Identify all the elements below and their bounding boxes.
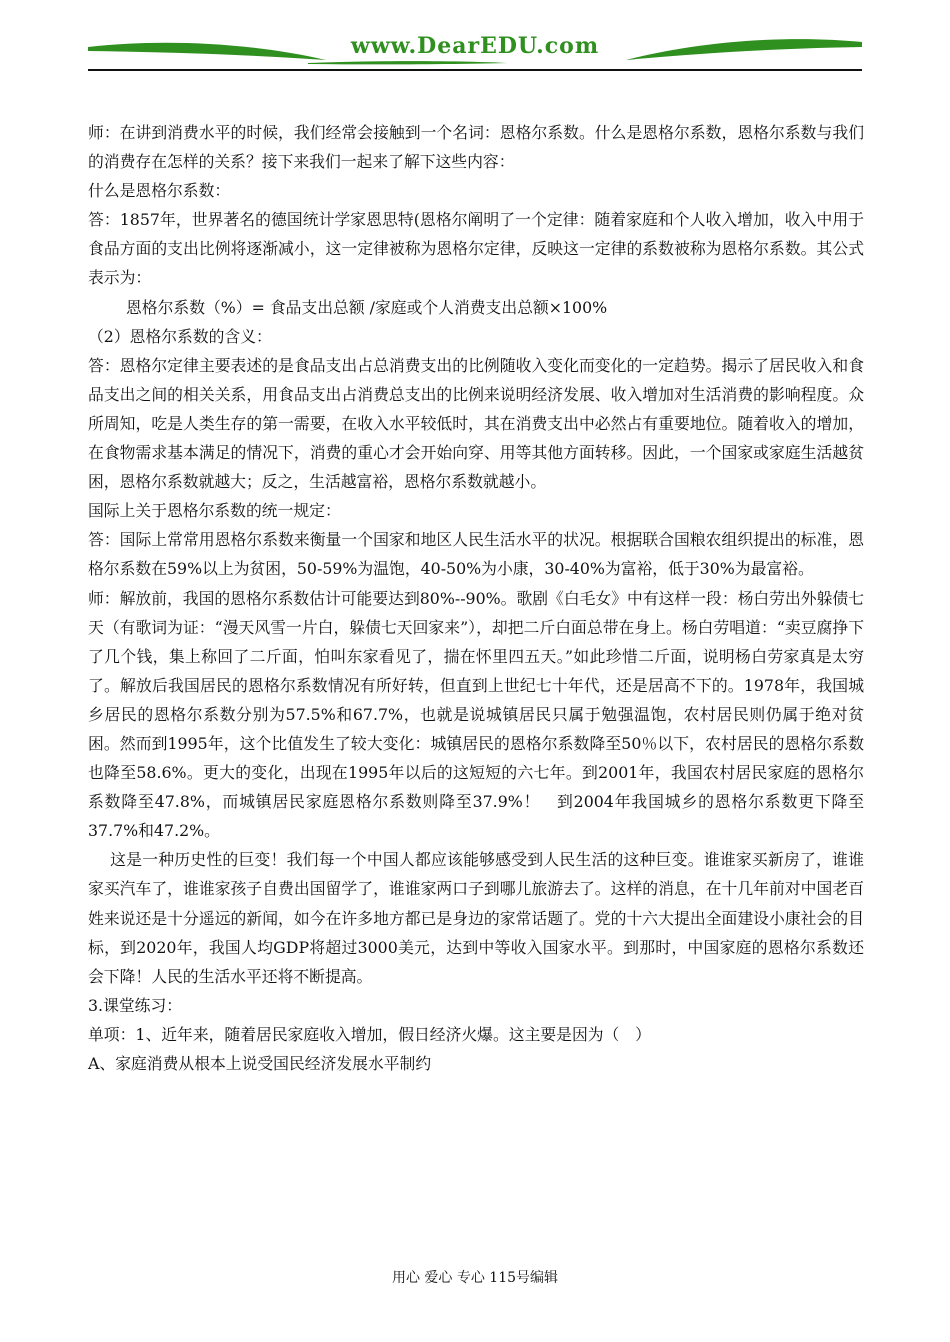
- paragraph-intro: 师：在讲到消费水平的时候，我们经常会接触到一个名词：恩格尔系数。什么是恩格尔系数，恩格尔系数与我们的消费存在怎样的关系？接下来我们一起来了解下这些内容：: [88, 123, 864, 172]
- paragraph-answer-definition: 答：1857年，世界著名的德国统计学家恩思特(恩格尔阐明了一个定律：随着家庭和个人收入增加，收入中用于食品方面的支出比例将逐渐减小，这一定律被称为恩格尔定律，反映这一定律的系数被称为恩格尔系数。其公式表示为：: [88, 210, 864, 288]
- exercise-question: 单项：1、近年来，随着居民家庭收入增加，假日经济火爆。这主要是因为（ ）: [88, 1024, 651, 1044]
- paragraph-change: 这是一种历史性的巨变！我们每一个中国人都应该能够感受到人民生活的这种巨变。谁谁家买新房了，谁谁家买汽车了，谁谁家孩子自费出国留学了，谁谁家两口子到哪儿旅游去了。这样的消息，在十几年前对中国老百姓来说还是十分遥远的新闻，如今在许多地方都已是身边的家常话题了。党的十六大提出全面建设小康社会的目标，到2020年，我国人均GDP将超过3000美元，达到中等收入国家水平。到那时，中国家庭的恩格尔系数还会下降！人民的生活水平还将不断提高。: [88, 850, 864, 986]
- header-divider: [88, 69, 862, 71]
- paragraph-answer-meaning: 答：恩格尔定律主要表述的是食品支出占总消费支出的比例随收入变化而变化的一定趋势。揭示了居民收入和食品支出之间的相关关系，用食品支出占消费总支出的比例来说明经济发展、收入增加对生活消费的影响程度。众所周知，吃是人类生存的第一需要，在收入水平较低时，其在消费支出中必然占有重要地位。随着收入的增加，在食物需求基本满足的情况下，消费的重心才会开始向穿、用等其他方面转移。因此，一个国家或家庭生活越贫困，恩格尔系数就越大；反之，生活越富裕，恩格尔系数就越小。: [88, 355, 864, 492]
- paragraph-answer-standard: 答：国际上常常用恩格尔系数来衡量一个国家和地区人民生活水平的状况。根据联合国粮农组织提出的标准，恩格尔系数在59%以上为贫困，50-59%为温饱，40-50%为小康，30-40%为富裕，低于30%为最富裕。: [88, 530, 864, 579]
- section-heading-standard: 国际上关于恩格尔系数的统一规定：: [88, 501, 341, 521]
- formula-line: 恩格尔系数（%）= 食品支出总额 /家庭或个人消费支出总额×100%: [126, 297, 608, 317]
- exercise-option-a: A、家庭消费从根本上说受国民经济发展水平制约: [88, 1054, 432, 1073]
- site-logo-text: www.DearEDU.com: [350, 33, 600, 59]
- section-heading-meaning: （2）恩格尔系数的含义：: [88, 326, 272, 346]
- page-footer: 用心 爱心 专心 115号编辑: [391, 1270, 559, 1286]
- paragraph-teacher-history: 师：解放前，我国的恩格尔系数估计可能要达到80%--90%。歌剧《白毛女》中有这样一段：杨白劳出外躲债七天（有歌词为证：“漫天风雪一片白，躲债七天回家来”），却把二斤白面总带在身上。杨白劳唱道：“卖豆腐挣下了几个钱，集上称回了二斤面，怕叫东家看见了，揣在怀里四五天。”如此珍惜二斤面，说明杨白劳家真是太穷了。解放后我国居民的恩格尔系数情况有所好转，但直到上世纪七十年代，还是居高不下的。1978年，我国城乡居民的恩格尔系数分别为57.5%和67.7%，也就是说城镇居民只属于勉强温饱，农村居民则仍属于绝对贫困。然而到1995年，这个比值发生了较大变化：城镇居民的恩格尔系数降至50％以下，农村居民的恩格尔系数也降至58.6%。更大的变化，出现在1995年以后的这短短的六七年。到2001年，我国农村居民家庭的恩格尔系数降至47.8%，而城镇居民家庭恩格尔系数则降至37.9%！ 到2004年我国城乡的恩格尔系数更下降至37.7%和47.2%。: [88, 588, 864, 841]
- document-body: [88, 118, 864, 1078]
- question-heading: 什么是恩格尔系数：: [88, 181, 231, 201]
- section-heading-exercise: 3.课堂练习：: [88, 995, 183, 1015]
